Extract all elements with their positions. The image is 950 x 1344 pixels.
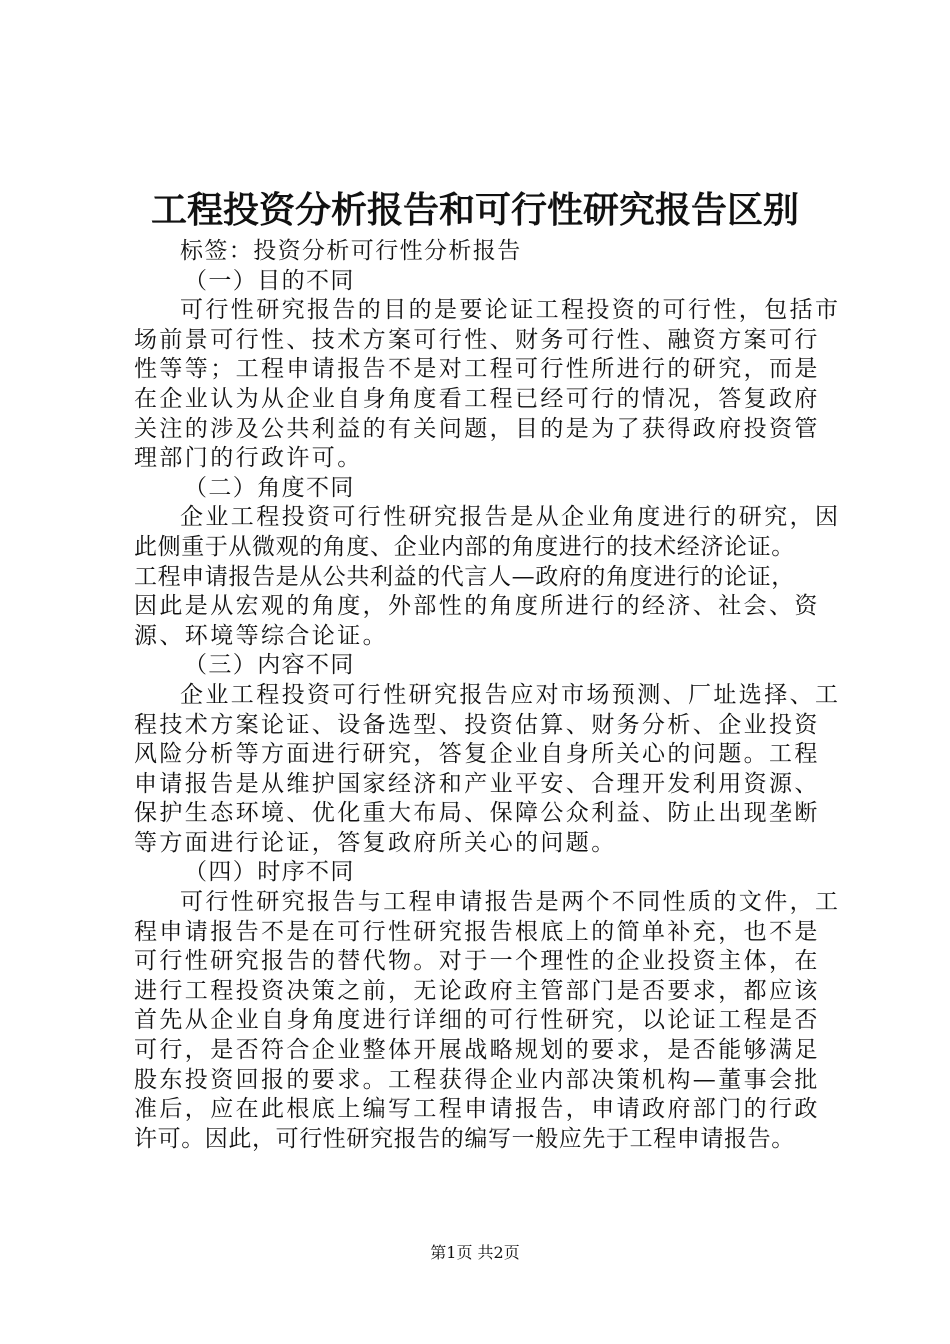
paragraph-line: 此侧重于从微观的角度、企业内部的角度进行的技术经济论证。 — [134, 533, 795, 560]
section-heading: （四）时序不同 — [184, 859, 355, 886]
paragraph-line: 可行，是否符合企业整体开展战略规划的要求，是否能够满足 — [134, 1037, 820, 1064]
paragraph-line: 进行工程投资决策之前，无论政府主管部门是否要求，都应该 — [134, 977, 820, 1004]
page-footer: 第1页 共2页 — [430, 1243, 520, 1262]
paragraph-line: 首先从企业自身角度进行详细的可行性研究，以论证工程是否 — [134, 1007, 820, 1034]
paragraph-line: 申请报告是从维护国家经济和产业平安、合理开发利用资源、 — [134, 770, 820, 797]
paragraph-line: 源、环境等综合论证。 — [134, 622, 388, 649]
paragraph-line: 可行性研究报告与工程申请报告是两个不同性质的文件，工 — [180, 889, 841, 916]
document-body — [134, 237, 841, 1154]
section-heading: （一）目的不同 — [184, 267, 355, 294]
paragraph-line: 准后，应在此根底上编写工程申请报告，申请政府部门的行政 — [134, 1096, 820, 1123]
document-title: 工程投资分析报告和可行性研究报告区别 — [150, 189, 799, 231]
paragraph-line: 工程申请报告是从公共利益的代言人—政府的角度进行的论证， — [134, 563, 795, 590]
paragraph-line: 程申请报告不是在可行性研究报告根底上的简单补充，也不是 — [134, 918, 820, 945]
paragraph-line: 场前景可行性、技术方案可行性、财务可行性、融资方案可行 — [134, 326, 820, 353]
paragraph-line: 性等等；工程申请报告不是对工程可行性所进行的研究，而是 — [134, 356, 820, 383]
paragraph-line: 等方面进行论证，答复政府所关心的问题。 — [134, 829, 617, 856]
paragraph-line: 许可。因此，可行性研究报告的编写一般应先于工程申请报告。 — [134, 1125, 795, 1152]
paragraph-line: 保护生态环境、优化重大布局、保障公众利益、防止出现垄断 — [134, 800, 820, 827]
paragraph-line: 程技术方案论证、设备选型、投资估算、财务分析、企业投资 — [134, 711, 820, 738]
section-heading: （二）角度不同 — [184, 474, 355, 501]
paragraph-line: 在企业认为从企业自身角度看工程已经可行的情况，答复政府 — [134, 385, 820, 412]
paragraph-line: 风险分析等方面进行研究，答复企业自身所关心的问题。工程 — [134, 741, 820, 768]
tag-line: 标签：投资分析可行性分析报告 — [180, 238, 522, 264]
paragraph-line: 理部门的行政许可。 — [134, 445, 363, 472]
paragraph-line: 企业工程投资可行性研究报告应对市场预测、厂址选择、工 — [180, 681, 841, 708]
section-heading: （三）内容不同 — [184, 652, 355, 679]
paragraph-line: 股东投资回报的要求。工程获得企业内部决策机构—董事会批 — [134, 1066, 820, 1093]
paragraph-line: 因此是从宏观的角度，外部性的角度所进行的经济、社会、资 — [134, 593, 820, 620]
paragraph-line: 可行性研究报告的目的是要论证工程投资的可行性，包括市 — [180, 297, 841, 324]
paragraph-line: 关注的涉及公共利益的有关问题，目的是为了获得政府投资管 — [134, 415, 820, 442]
paragraph-line: 企业工程投资可行性研究报告是从企业角度进行的研究，因 — [180, 504, 841, 531]
paragraph-line: 可行性研究报告的替代物。对于一个理性的企业投资主体，在 — [134, 948, 820, 975]
